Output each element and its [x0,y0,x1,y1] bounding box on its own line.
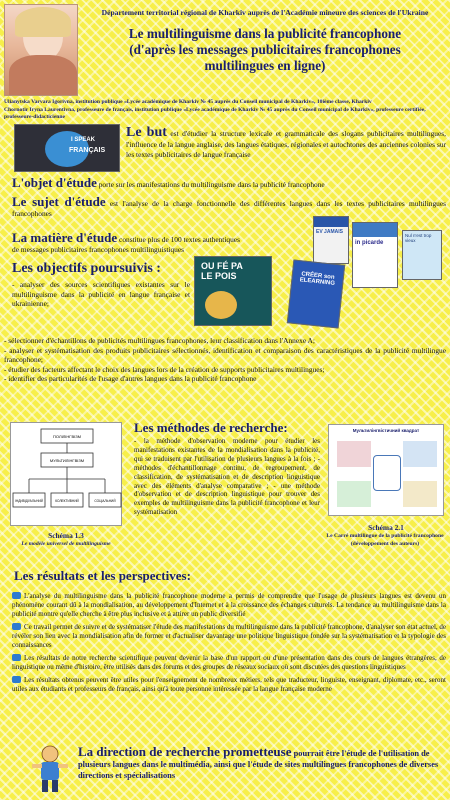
picarde-text: in picarde [355,240,384,246]
resultats-body [12,592,446,694]
title-line-2: (d'après les messages publicitaires francophones [129,42,401,57]
schema-2-title: Schéma 2.1 [368,523,404,532]
speak-francais-image [14,124,120,172]
resultat-paragraph: Les résultats obtenus peuvent être utiles pour l'enseignement de nombreux métiers, tels que traducteur, linguiste, enseignant, diplomate, etc., seront utiles aux étudiants et professeurs de français, ainsi qu'à toute personne intéressée par la langue française moderne [12,676,446,693]
direction-section [78,746,448,781]
objet-label: L'objet d'étude [12,175,97,190]
book-icon [12,623,21,630]
objet-section [12,175,448,190]
objectifs-label: Les objectifs poursuivis : [12,261,161,276]
speak-line-2: FRANÇAIS [69,147,106,154]
schema-2-caption: Le Carré multilingue de la publicité francophone [326,533,444,539]
objectif-item: - analyser et systématisation des produits publicitaires sélectionnés, identification et comparaison des caractéristiques de la publicité multilingue francophone; [4,345,446,365]
matiere-text-2: de messages publicitaires francophones multilinguistiques [12,244,185,254]
direction-label: La direction de recherche prometteuse [78,744,292,759]
author-1: Ulianytska Varvara Igorivna, institution publique «Lycée académique de Kharkiv № 45 auprès du Conseil municipal de Kharkiv», 10ième classe, Kharkiv [4,99,372,105]
creer-elearning-ad-image [287,259,345,328]
diagram-box-label: СОЦІАЛЬНИЙ [94,499,116,503]
but-label: Le but [126,125,167,140]
sujet-text: est l'analyse de la charge fonctionnelle des différentes langues dans les textes publicitaires multilingues francophones [12,199,446,218]
ev-jamais-text: EV JAMAIS [316,229,343,235]
objectif-item: - identifier des particularités de l'usage d'autres langues dans la publicité francophone [4,374,257,384]
author-2: Chornotir Iryna Laurentivna, professeure de français, institution publique «Lycée académique de Kharkiv № 45 auprès du Conseil municipal de Kharkiv», professeure certifiée, professeure-didacticienne [4,106,426,121]
objectifs-intro: - analyser des sources scientifiques existantes sur le multilinguisme dans la publicité en langue française et ukrainienne; [12,280,190,309]
but-section [126,126,446,159]
title-line-1: Le multilinguisme dans la publicité francophone [128,26,402,41]
matiere-label: La matière d'étude [12,230,118,245]
schema-1-caption: Le modèle universel de multilinguisme [21,541,111,547]
matiere-section [12,230,312,254]
page-title [80,26,450,74]
objectif-item: - sélectionner d'échantillons de publicités multilingues francophones, leur classification dans l'Annexe A; [4,336,315,345]
diagram-box-label: ІНДИВІДУАЛЬНИЙ [15,499,43,503]
objectifs-list [4,336,446,384]
book-icon [12,654,21,661]
student-figure-icon [30,744,70,794]
resultat-paragraph: Les résultats de notre recherche scientifique peuvent devenir la base d'un rapport ou d'une présentation dans des cours de langues étrangères, de linguistique ou même d'histoire, être utilisés dans des forums et des groupes de réseaux sociaux où sont discutées des questions linguistiques [12,654,446,671]
picarde-ad-image [352,222,398,288]
diagram-box-label: ПОЛІЛІНГВІЗМ [53,434,81,439]
book-icon [12,592,21,599]
author-photo [4,4,78,96]
ou-fe-pa-ad-image [194,256,272,326]
ou-fe-pa-text: OU FÉ PA [201,261,243,271]
sujet-label: Le sujet d'étude [12,194,106,209]
diagram-box-label: МУЛЬТИЛІНГВІЗМ [49,458,85,463]
objectif-item: - étudier des facteurs affectant le choix des langues lors de la création de supports publicitaires multilingues; [4,364,325,374]
resultat-paragraph: Ce travail permet de suivre et de systématiser l'étude des manifestations du multilinguisme dans la publicité francophone, d'analyser son état actuel, de révéler son lien avec la mondialisation afin de former et d'actualiser davantage une politique linguistique fondée sur la systématisation et la typologie des connaissances [12,623,446,649]
schema-2-diagram [328,424,444,516]
cartoon-text: Nul n'est trop vieux [405,233,432,243]
resultat-paragraph: L'analyse du multilinguisme dans la publicité francophone moderne a permis de comprendre que l'usage de plusieurs langues est devenu un phénomène courant dû à la mondialisation, au développement d'Internet et à la croissance des échanges culturels. La tendance au multilinguisme dans la publicité montre qu'elle cherche à être plus inclusive et à attirer un public diversifié [12,592,446,618]
matiere-text-1: constitue plus de 100 textes authentiques [119,235,240,244]
book-icon [12,676,21,683]
authors-block [4,99,446,122]
schema-2-note: (développement des auteurs) [350,541,420,547]
methodes-text: - la méthode d'observation moderne pour étudier les manifestations existantes de la mondialisation dans la publicité, qui se traduisent par l'utilisation de plusieurs langues à la fois ; - méthodes d'échantillonnage continu, de regroupement, de classification, de systématisation et de description linguistique avec des éléments d'analyse comparative ; - une méthode d'observation et de description linguistique pour trouver des exemples de multilinguisme dans la publicité francophone et leur systématisation [134,437,320,517]
creer-elearning-text: CRÉER son ELEARNING [299,271,336,287]
resultats-label: Les résultats et les perspectives: [14,568,191,583]
objet-text: porte sur les manifestations du multilinguisme dans la publicité francophone [98,180,325,189]
but-text: est d'étudier la structure lexicale et grammaticale des slogans publicitaires multilingues, l'influence de la langue anglaise, des langues étatiques, régionales et autochtones des anciennes colonies sur les textes publicitaires de langue française [126,129,446,159]
le-pois-text: LE POIS [201,271,237,281]
title-line-3: multilingues en ligne) [204,58,326,73]
diagram-box-label: КОЛЕКТИВНИЙ [55,499,79,503]
methodes-label: Les méthodes de recherche: [134,420,288,435]
schema-2-heading: Мультилінгвістичний квадрат [352,428,420,433]
ev-jamais-ad-image [313,216,349,264]
speak-line-1: I SPEAK [71,137,96,143]
direction-text: pourrait être l'étude de l'utilisation de plusieurs langues dans le multimédia, ainsi que l'étude de sites multilingues francophones de diverses directions et spécialisations [78,749,439,780]
institution-line: Département territorial régional de Kharkiv auprès de l'Académie mineure des sciences de l'Ukraine [101,8,429,17]
schema-1-title: Schéma 1.3 [48,531,84,540]
schema-1-svg [11,423,123,527]
schema-1-diagram [10,422,122,526]
cartoon-ad-image [402,230,442,280]
sujet-section [12,194,446,218]
